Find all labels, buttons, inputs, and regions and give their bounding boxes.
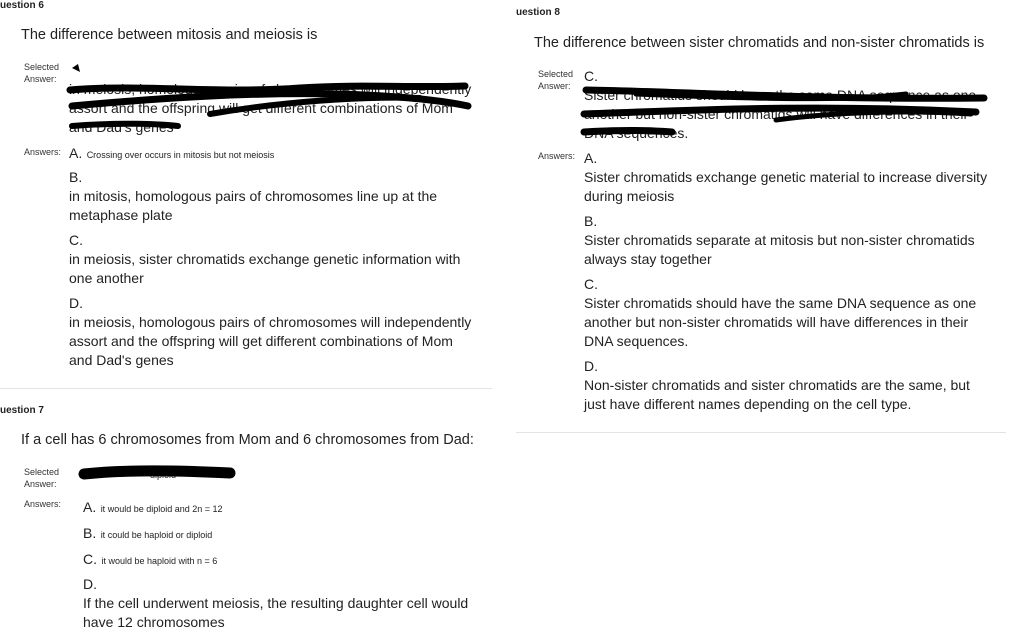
option-line: and Dad's genes	[69, 352, 174, 368]
option-line: one another	[69, 270, 144, 286]
option-letter: C.	[584, 276, 598, 292]
option-letter: C.	[584, 68, 598, 84]
selected-answer-label	[24, 61, 59, 85]
option-line: always stay together	[584, 251, 712, 267]
option-line: Sister chromatids exchange genetic material to increase diversity	[584, 169, 988, 185]
option-line: metaphase plate	[69, 207, 173, 223]
selected-label-line2: Answer:	[24, 74, 57, 84]
question-8-text: The difference between sister chromatids and non-sister chromatids is	[534, 35, 985, 51]
option-line: Non-sister chromatids and sister chromatids are the same, but	[584, 377, 970, 393]
option-line: have 12 chromosomes	[83, 614, 225, 630]
option-letter: A.	[69, 145, 83, 161]
option-line: Sister chromatids separate at mitosis but non-sister chromatids	[584, 232, 975, 248]
selected-label-line1: Selected	[538, 69, 574, 79]
option-text: it would be haploid with n = 6	[101, 556, 218, 566]
selected-line: and Dad's genes	[69, 119, 174, 135]
option-line: in mitosis, homologous pairs of chromosomes line up at the	[69, 188, 438, 204]
option-line: If the cell underwent meiosis, the resulting daughter cell would	[83, 595, 469, 611]
answer-option-b	[83, 525, 212, 543]
option-letter: D.	[584, 358, 598, 374]
selected-label-line1: Selected	[24, 467, 60, 477]
option-text: it would be diploid and 2n = 12	[100, 504, 223, 514]
option-line: just have different names depending on the cell type.	[584, 396, 912, 412]
answers-label: Answers:	[24, 499, 62, 509]
option-line: during meiosis	[584, 188, 675, 204]
question-6-text: The difference between mitosis and meiosis is	[21, 27, 318, 43]
selected-label-line2: Answer:	[24, 479, 57, 489]
section-divider	[0, 388, 492, 389]
answer-option-d	[83, 575, 503, 632]
section-divider	[516, 432, 1006, 433]
option-text: it could be haploid or diploid	[100, 530, 213, 540]
answer-option-c	[584, 275, 1004, 351]
redaction-scribble	[576, 80, 996, 140]
question-7-heading: uestion 7	[0, 405, 44, 416]
answer-option-b	[584, 212, 1004, 269]
option-letter: B.	[69, 169, 83, 185]
redaction-scribble	[60, 58, 480, 138]
selected-line: DNA sequences.	[584, 125, 689, 141]
selected-line: assort and the offspring will get different combinations of Mom	[69, 100, 453, 116]
selected-answer-text: diploid	[150, 470, 177, 480]
option-line: in meiosis, homologous pairs of chromosomes will independently	[69, 314, 472, 330]
selected-answer-label	[538, 68, 573, 92]
answer-option-a	[584, 149, 1004, 206]
answer-option-d	[584, 357, 1004, 414]
option-text: Crossing over occurs in mitosis but not meiosis	[86, 150, 275, 160]
question-6-heading: uestion 6	[0, 0, 44, 11]
answers-label: Answers:	[538, 151, 576, 161]
answer-option-a	[69, 145, 274, 163]
option-line: assort and the offspring will get different combinations of Mom	[69, 333, 453, 349]
option-line: DNA sequences.	[584, 333, 689, 349]
option-letter: B.	[584, 213, 598, 229]
selected-line: Sister chromatids should have the same DNA sequence as one	[584, 87, 977, 103]
answer-option-d	[69, 294, 499, 370]
option-letter: B.	[83, 525, 97, 541]
selected-label-line2: Answer:	[538, 81, 571, 91]
option-letter: D.	[69, 295, 83, 311]
option-letter: D.	[83, 576, 97, 592]
selected-line: in meiosis, homologous pairs of chromosomes will independently	[69, 81, 472, 97]
option-line: another but non-sister chromatids will have differences in their	[584, 314, 969, 330]
answer-option-b	[69, 168, 499, 225]
redaction-scribble	[80, 462, 240, 486]
selected-line: another but non-sister chromatids will have differences in their	[584, 106, 969, 122]
option-letter: A.	[83, 499, 97, 515]
option-letter: C.	[83, 551, 97, 567]
answer-option-a	[83, 499, 223, 517]
answer-option-c	[83, 551, 217, 569]
option-line: in meiosis, sister chromatids exchange genetic information with	[69, 251, 461, 267]
option-letter: C.	[69, 232, 83, 248]
selected-answer-label	[24, 466, 59, 490]
option-line: Sister chromatids should have the same DNA sequence as one	[584, 295, 977, 311]
selected-label-line1: Selected	[24, 62, 60, 72]
answer-option-c	[69, 231, 499, 288]
option-letter: A.	[584, 150, 598, 166]
question-7-text: If a cell has 6 chromosomes from Mom and 6 chromosomes from Dad:	[21, 432, 474, 448]
question-8-heading: uestion 8	[516, 7, 560, 18]
answers-label: Answers:	[24, 147, 62, 157]
